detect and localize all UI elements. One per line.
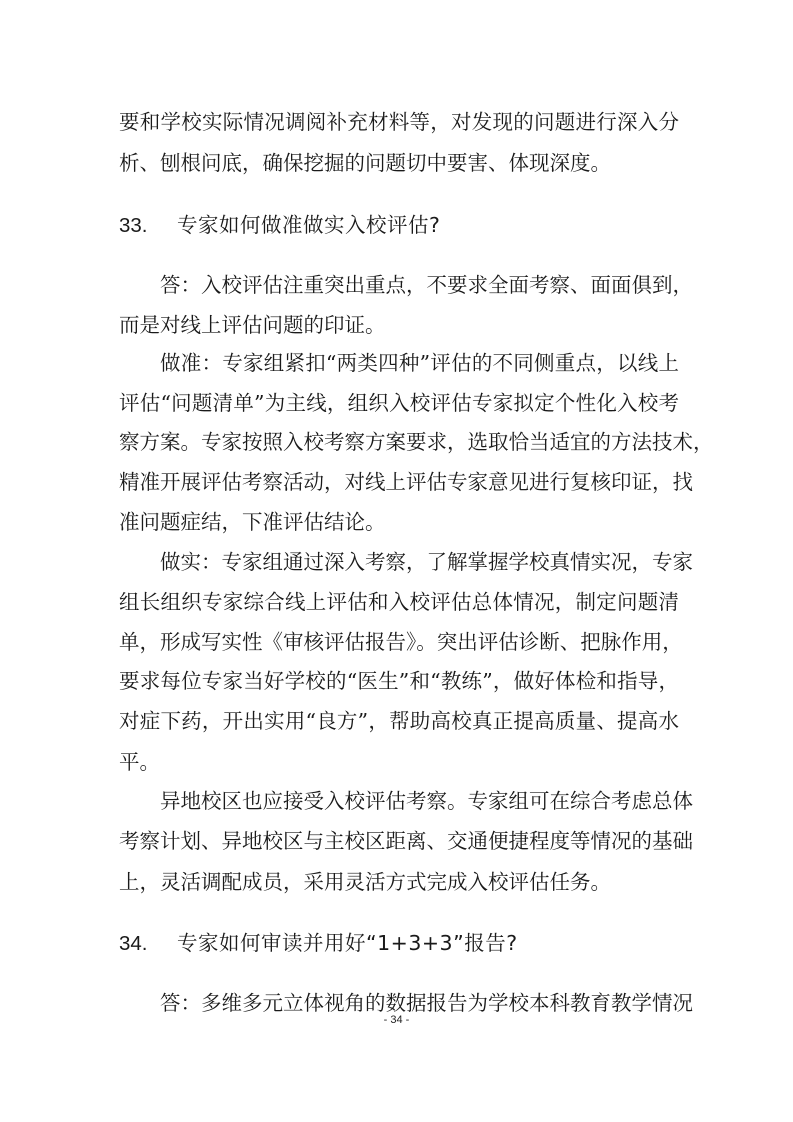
- paragraph-line: 做准：专家组紧扣“两类四种”评估的不同侧重点，以线上: [160, 351, 679, 375]
- question-heading-34: [119, 927, 518, 960]
- paragraph-line: 考察计划、异地校区与主校区距离、交通便捷程度等情况的基础: [119, 829, 693, 853]
- question-text: 专家如何做准做实入校评估?: [177, 213, 441, 237]
- paragraph-line: 要和学校实际情况调阅补充材料等，对发现的问题进行深入分: [119, 110, 679, 134]
- paragraph-line: 组长组织专家综合线上评估和入校评估总体情况，制定问题清: [119, 590, 679, 614]
- page-number: - 34 -: [383, 1014, 410, 1026]
- paragraph-line: 要求每位专家当好学校的“医生”和“教练”，做好体检和指导，: [119, 669, 679, 693]
- paragraph-line: 异地校区也应接受入校评估考察。专家组可在综合考虑总体: [160, 789, 693, 813]
- paragraph-line: 评估“问题清单”为主线，组织入校评估专家拟定个性化入校考: [119, 391, 679, 415]
- paragraph-line: 精准开展评估考察活动，对线上评估专家意见进行复核印证，找: [119, 470, 693, 494]
- paragraph-line: 析、刨根问底，确保挖掘的问题切中要害、体现深度。: [119, 151, 611, 175]
- paragraph-line: 准问题症结，下准评估结论。: [119, 510, 386, 534]
- paragraph-line: 做实：专家组通过深入考察，了解掌握学校真情实况，专家: [160, 550, 693, 574]
- paragraph-line: 上，灵活调配成员，采用灵活方式完成入校评估任务。: [119, 870, 611, 894]
- question-heading-33: [119, 209, 440, 242]
- paragraph-line: 而是对线上评估问题的印证。: [119, 313, 386, 337]
- paragraph-line: 答：入校评估注重突出重点，不要求全面考察、面面俱到，: [160, 273, 693, 297]
- paragraph-line: 察方案。专家按照入校考察方案要求，选取恰当适宜的方法技术，: [119, 430, 714, 454]
- question-number: 33.: [119, 214, 148, 237]
- paragraph-line: 平。: [119, 750, 160, 774]
- question-text: 专家如何审读并用好“1+3+3”报告?: [177, 931, 518, 955]
- paragraph-line: 单，形成写实性《审核评估报告》。突出评估诊断、把脉作用，: [119, 630, 683, 654]
- paragraph-line: 答：多维多元立体视角的数据报告为学校本科教育教学情况: [160, 991, 693, 1015]
- question-number: 34.: [119, 932, 148, 955]
- paragraph-line: 对症下药，开出实用“良方”，帮助高校真正提高质量、提高水: [119, 709, 679, 733]
